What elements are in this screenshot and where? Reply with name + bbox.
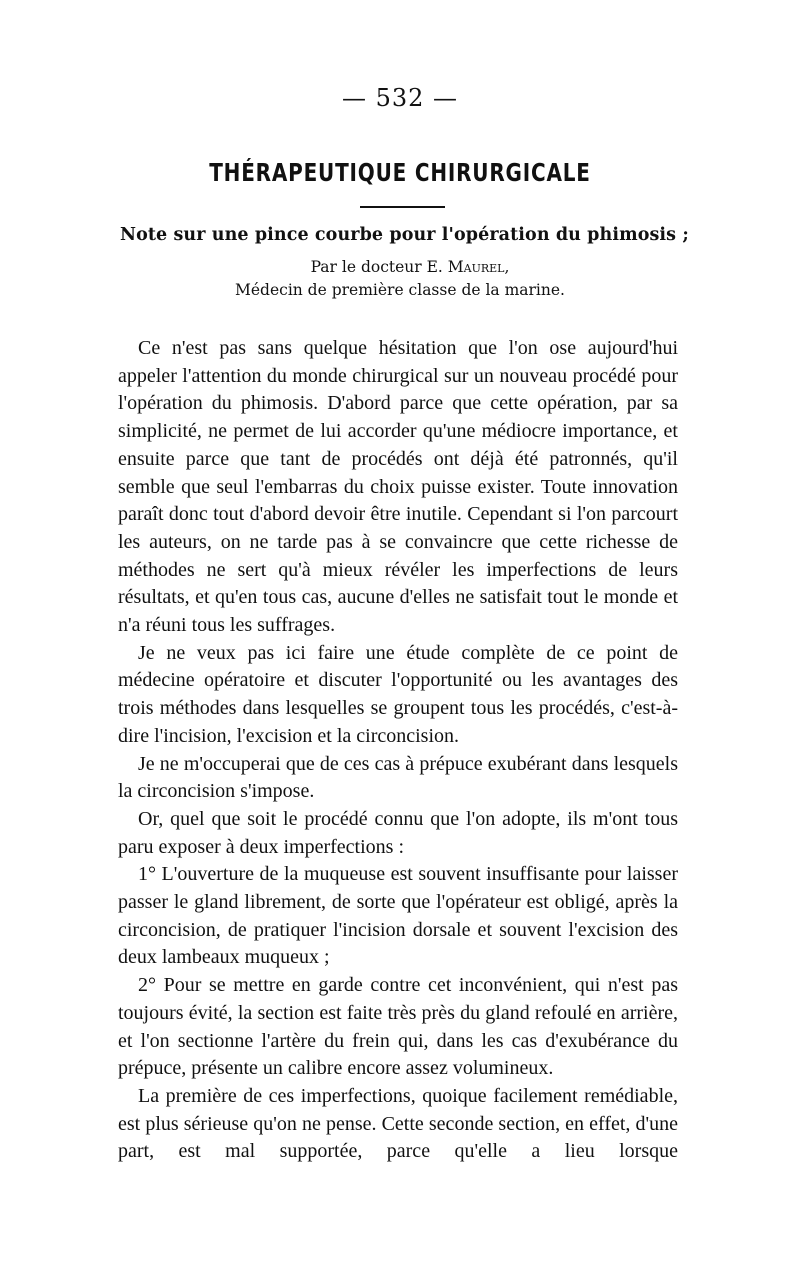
article-title: Note sur une pince courbe pour l'opération du phimosis ; (120, 225, 689, 245)
paragraph-4: Or, quel que soit le procédé connu que l'on adopte, ils m'ont tous paru exposer à deux imperfections : (118, 807, 678, 858)
title-divider (360, 206, 445, 208)
page-number: — 532 — (341, 84, 459, 112)
paragraph-7: La première de ces imperfections, quoique facilement remédiable, est plus sérieuse qu'on ne pense. Cette seconde section, en effet, d'une part, est mal supportée, parce qu'elle a lieu lorsque (118, 1084, 678, 1163)
paragraph-3: Je ne m'occuperai que de ces cas à prépuce exubérant dans lesquels la circoncision s'impose. (118, 752, 678, 803)
article-body (118, 335, 678, 1166)
author-byline (0, 258, 800, 276)
paragraph-1: Ce n'est pas sans quelque hésitation que l'on ose aujourd'hui appeler l'attention du monde chirurgical sur un nouveau procédé pour l'opération du phimosis. D'abord parce que cette opération, par sa simplicité, ne permet de lui accorder qu'une médiocre importance, et ensuite parce que tant de procédés ont déjà été patronnés, qu'il semble que seul l'embarras du choix puisse exister. Toute innovation paraît donc tout d'abord devoir être inutile. Cependant si l'on parcourt les auteurs, on ne tarde pas à se convaincre que cette richesse de méthodes ne sert qu'à mieux révéler les imperfections de leurs résultats, et qu'en tous cas, aucune d'elles ne satisfait tout le monde et n'a réuni tous les suffrages. (118, 337, 678, 637)
paragraph-2: Je ne veux pas ici faire une étude complète de ce point de médecine opératoire et discuter l'opportunité ou les avantages des trois méthodes dans lesquelles se groupent tous les procédés, c'est-à-dire l'incision, l'excision et la circoncision. (118, 641, 678, 747)
author-role: Médecin de première classe de la marine. (235, 281, 565, 299)
author-prefix: Par le docteur E. (310, 258, 443, 276)
author-name: Maurel, (447, 258, 510, 276)
section-title: THÉRAPEUTIQUE CHIRURGICALE (209, 158, 591, 187)
paragraph-5: 1° L'ouverture de la muqueuse est souvent insuffisante pour laisser passer le gland librement, de sorte que l'opérateur est obligé, après la circoncision, de pratiquer l'incision dorsale et souvent l'excision des deux lambeaux muqueux ; (118, 863, 678, 969)
paragraph-6: 2° Pour se mettre en garde contre cet inconvénient, qui n'est pas toujours évité, la section est faite très près du gland refoulé en arrière, et l'on sectionne l'artère du frein qui, dans les cas d'exubérance du prépuce, présente un calibre encore assez volumineux. (118, 974, 678, 1080)
